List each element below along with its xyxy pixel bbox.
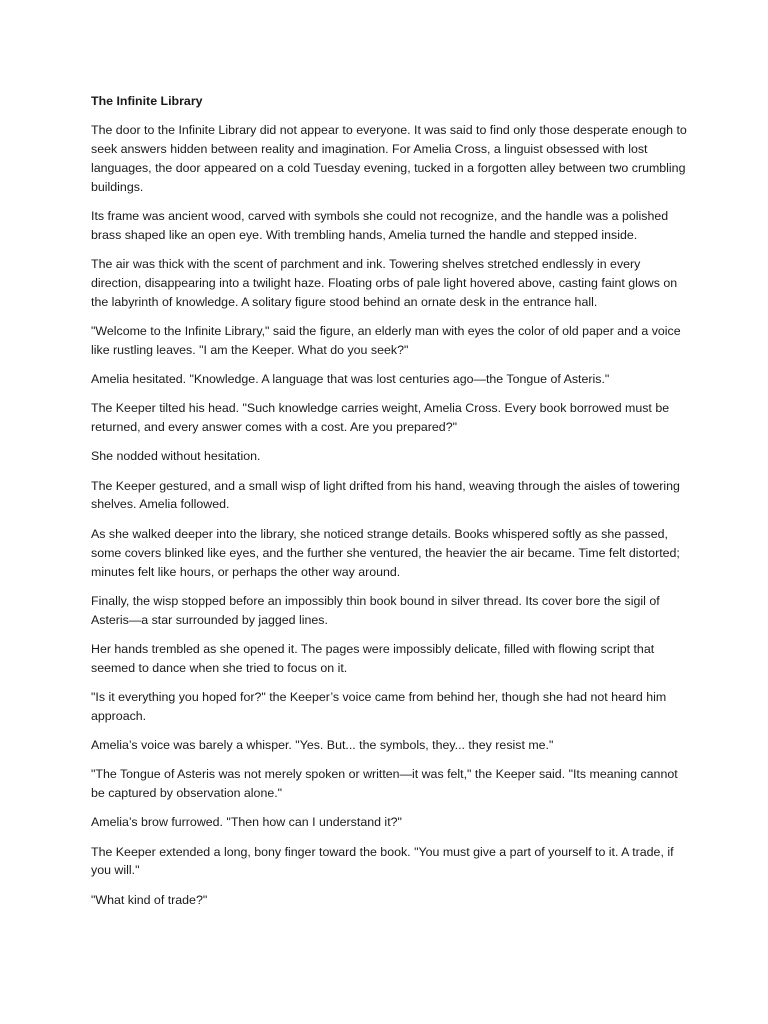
paragraph: Finally, the wisp stopped before an impossibly thin book bound in silver thread. Its cover bore the sigil of Asteris—a star surrounded by jagged lines. <box>91 593 660 627</box>
paragraph: Amelia hesitated. "Knowledge. A language that was lost centuries ago—the Tongue of Asteris." <box>91 372 610 387</box>
paragraph: "Welcome to the Infinite Library," said the figure, an elderly man with eyes the color of old paper and a voice like rustling leaves. "I am the Keeper. What do you seek?" <box>91 323 681 357</box>
paragraph: Amelia’s brow furrowed. "Then how can I understand it?" <box>91 815 402 830</box>
document-page <box>91 92 691 920</box>
paragraph: She nodded without hesitation. <box>91 449 261 464</box>
paragraph: "The Tongue of Asteris was not merely spoken or written—it was felt," the Keeper said. "Its meaning cannot be captured by observation alone." <box>91 767 678 801</box>
paragraph: The Keeper gestured, and a small wisp of light drifted from his hand, weaving through the aisles of towering shelves. Amelia followed. <box>91 478 680 512</box>
paragraph: The Keeper extended a long, bony finger toward the book. "You must give a part of yourself to it. A trade, if you will." <box>91 844 674 878</box>
paragraph: The air was thick with the scent of parchment and ink. Towering shelves stretched endlessly in every direction, disappearing into a twilight haze. Floating orbs of pale light hovered above, casting faint glows on the labyrinth of knowledge. A solitary figure stood behind an ornate desk in the entrance hall. <box>91 256 678 309</box>
document-title: The Infinite Library <box>91 94 203 108</box>
paragraph: As she walked deeper into the library, she noticed strange details. Books whispered softly as she passed, some covers blinked like eyes, and the further she ventured, the heavier the air became. Time felt distorted; minutes felt like hours, or perhaps the other way around. <box>91 526 680 579</box>
paragraph: Her hands trembled as she opened it. The pages were impossibly delicate, filled with flowing script that seemed to dance when she tried to focus on it. <box>91 641 655 675</box>
paragraph: "Is it everything you hoped for?" the Keeper’s voice came from behind her, though she had not heard him approach. <box>91 689 667 723</box>
paragraph: The door to the Infinite Library did not appear to everyone. It was said to find only those desperate enough to seek answers hidden between reality and imagination. For Amelia Cross, a linguist obsessed with lost languages, the door appeared on a cold Tuesday evening, tucked in a forgotten alley between two crumbling buildings. <box>91 122 687 194</box>
paragraph: Amelia’s voice was barely a whisper. "Yes. But... the symbols, they... they resist me." <box>91 738 554 753</box>
paragraph: Its frame was ancient wood, carved with symbols she could not recognize, and the handle was a polished brass shaped like an open eye. With trembling hands, Amelia turned the handle and stepped inside. <box>91 208 669 242</box>
paragraph: "What kind of trade?" <box>91 892 208 907</box>
paragraph: The Keeper tilted his head. "Such knowledge carries weight, Amelia Cross. Every book borrowed must be returned, and every answer comes with a cost. Are you prepared?" <box>91 401 670 435</box>
